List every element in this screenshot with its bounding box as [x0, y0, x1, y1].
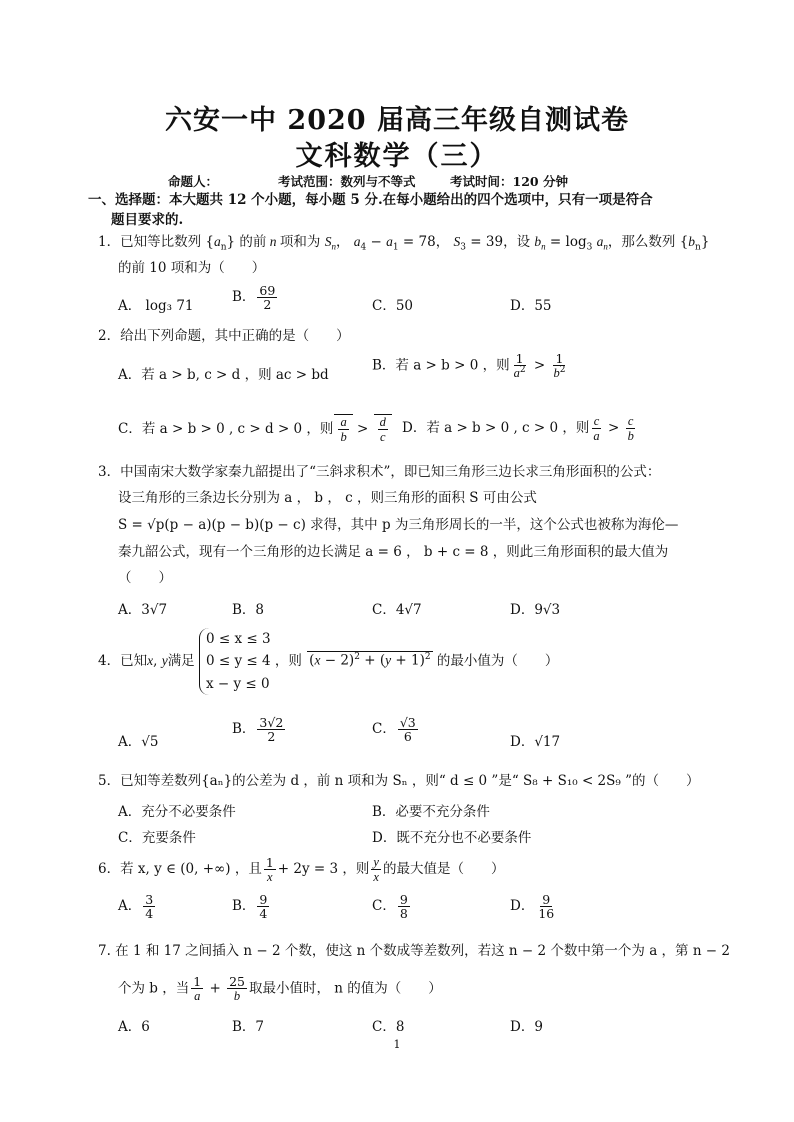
- question-6: 6．若 x, y ∈ (0, +∞) ，且 $\frac{1}{x}$ + 2y = 3 ，则 $\frac{y}{x}$ 的最大值是（ ）: [98, 854, 505, 885]
- q7-option-d[interactable]: D．9: [510, 1019, 543, 1035]
- question-1-cont: 的前 10 项和为（ ）: [118, 260, 266, 276]
- q6-option-c[interactable]: C． $\frac{9}{8}$: [372, 892, 408, 922]
- exam-subtitle: 文科数学（三）: [295, 141, 499, 172]
- question-3-line5: （ ）: [118, 570, 172, 586]
- q7-option-a[interactable]: A．6: [118, 1019, 150, 1035]
- q5-option-d[interactable]: D．既不充分也不必要条件: [372, 830, 532, 846]
- question-3-line3: S = √p(p − a)(p − b)(p − c) 求得，其中 p 为三角形周长的一半，这个公式也被称为海伦—: [118, 517, 679, 533]
- q2-option-b[interactable]: B．若 a > b > 0 ，则 $\frac{1}{a^2}$ > $\frac{1}{b^2}$: [372, 351, 566, 381]
- q5-option-b[interactable]: B．必要不充分条件: [372, 804, 490, 820]
- question-4: 4．已知x, y满足 0 ≤ x ≤ 3 0 ≤ y ≤ 4 x − y ≤ 0 ，则 $(x - 2)^2 + (y + 1)^2$ 的最小值为（ ）: [98, 628, 558, 695]
- q2-option-a[interactable]: A．若 a > b, c > d ，则 ac > bd: [118, 367, 329, 383]
- q6-option-b[interactable]: B． $\frac{9}{4}$: [232, 892, 268, 922]
- q4-option-d[interactable]: D．√17: [510, 734, 561, 750]
- q5-option-a[interactable]: A．充分不必要条件: [118, 804, 236, 820]
- question-3-line2: 设三角形的三条边长分别为 a ， b ， c ，则三角形的面积 S 可由公式: [118, 490, 537, 506]
- q1-option-a[interactable]: A． log₃ 71: [118, 298, 194, 314]
- section-heading-cont: 题目要求的.: [111, 212, 184, 228]
- exam-time: 考试时间：120 分钟: [450, 174, 568, 189]
- exam-title: 六安一中 2020 届高三年级自测试卷: [165, 105, 629, 136]
- q3-option-b[interactable]: B．8: [232, 602, 265, 618]
- q4-option-b[interactable]: B． $\frac{3√2}{2}$: [232, 715, 284, 745]
- q2-option-d[interactable]: D．若 a > b > 0 , c > 0 ，则 $\frac{c}{a}$ > $\frac{c}{b}$: [402, 414, 634, 444]
- question-7-line2: 个为 b ，当 $\frac{1}{a}$ + $\frac{25}{b}$ 取最小值时， n 的值为（ ）: [118, 974, 442, 1004]
- constraint-system: 0 ≤ x ≤ 3 0 ≤ y ≤ 4 x − y ≤ 0: [199, 628, 271, 695]
- q1-option-d[interactable]: D．55: [510, 298, 552, 314]
- q1-option-c[interactable]: C．50: [372, 298, 414, 314]
- q6-option-a[interactable]: A． $\frac{3}{4}$: [118, 892, 154, 922]
- author-label: 命题人：: [168, 174, 219, 189]
- q5-option-c[interactable]: C．充要条件: [118, 830, 196, 846]
- question-3-line1: 3．中国南宋大数学家秦九韶提出了“三斜求积术”，即已知三角形三边长求三角形面积的公式：: [98, 464, 661, 480]
- q7-option-b[interactable]: B．7: [232, 1019, 265, 1035]
- exam-scope: 考试范围：数列与不等式: [278, 174, 416, 189]
- q2-option-c[interactable]: C．若 a > b > 0 , c > d > 0 ，则 $\frac{a}{b}$ > $\frac{d}{c}$: [118, 414, 392, 444]
- q3-option-d[interactable]: D．9√3: [510, 602, 561, 618]
- q3-option-a[interactable]: A．3√7: [118, 602, 168, 618]
- question-5: 5．已知等差数列{aₙ}的公差为 d ，前 n 项和为 Sₙ ，则“ d ≤ 0 ”是“ S₈ + S₁₀ < 2S₉ ”的（ ）: [98, 773, 700, 789]
- question-3-line4: 秦九韶公式，现有一个三角形的边长满足 a = 6 ， b + c = 8 ，则此三角形面积的最大值为: [118, 544, 669, 560]
- section-heading: 一、选择题：本大题共 12 个小题，每小题 5 分.在每小题给出的四个选项中，只有一项是符合: [88, 192, 653, 208]
- q1-option-b[interactable]: B． $\frac{69}{2}$: [232, 283, 276, 313]
- question-1: 1．已知等比数列 $\{a_n\}$ 的前 n 项和为 $S_n$， $a_4 - a_1 = 78$， $S_3 = 39$，设 $b_n = \log_3 a_n$，那么数列 $\{b_n\}$: [98, 234, 710, 253]
- q4-option-a[interactable]: A．√5: [118, 734, 159, 750]
- q7-option-c[interactable]: C．8: [372, 1019, 405, 1035]
- q3-option-c[interactable]: C．4√7: [372, 602, 422, 618]
- q4-option-c[interactable]: C． $\frac{√3}{6}$: [372, 715, 416, 745]
- question-7-line1: 7. 在 1 和 17 之间插入 n − 2 个数，使这 n 个数成等差数列，若这 n − 2 个数中第一个为 a ，第 n − 2: [98, 943, 731, 959]
- question-2: 2．给出下列命题，其中正确的是（ ）: [98, 328, 350, 344]
- q6-option-d[interactable]: D． $\frac{9}{16}$: [510, 892, 555, 922]
- page-number: 1: [393, 1038, 401, 1051]
